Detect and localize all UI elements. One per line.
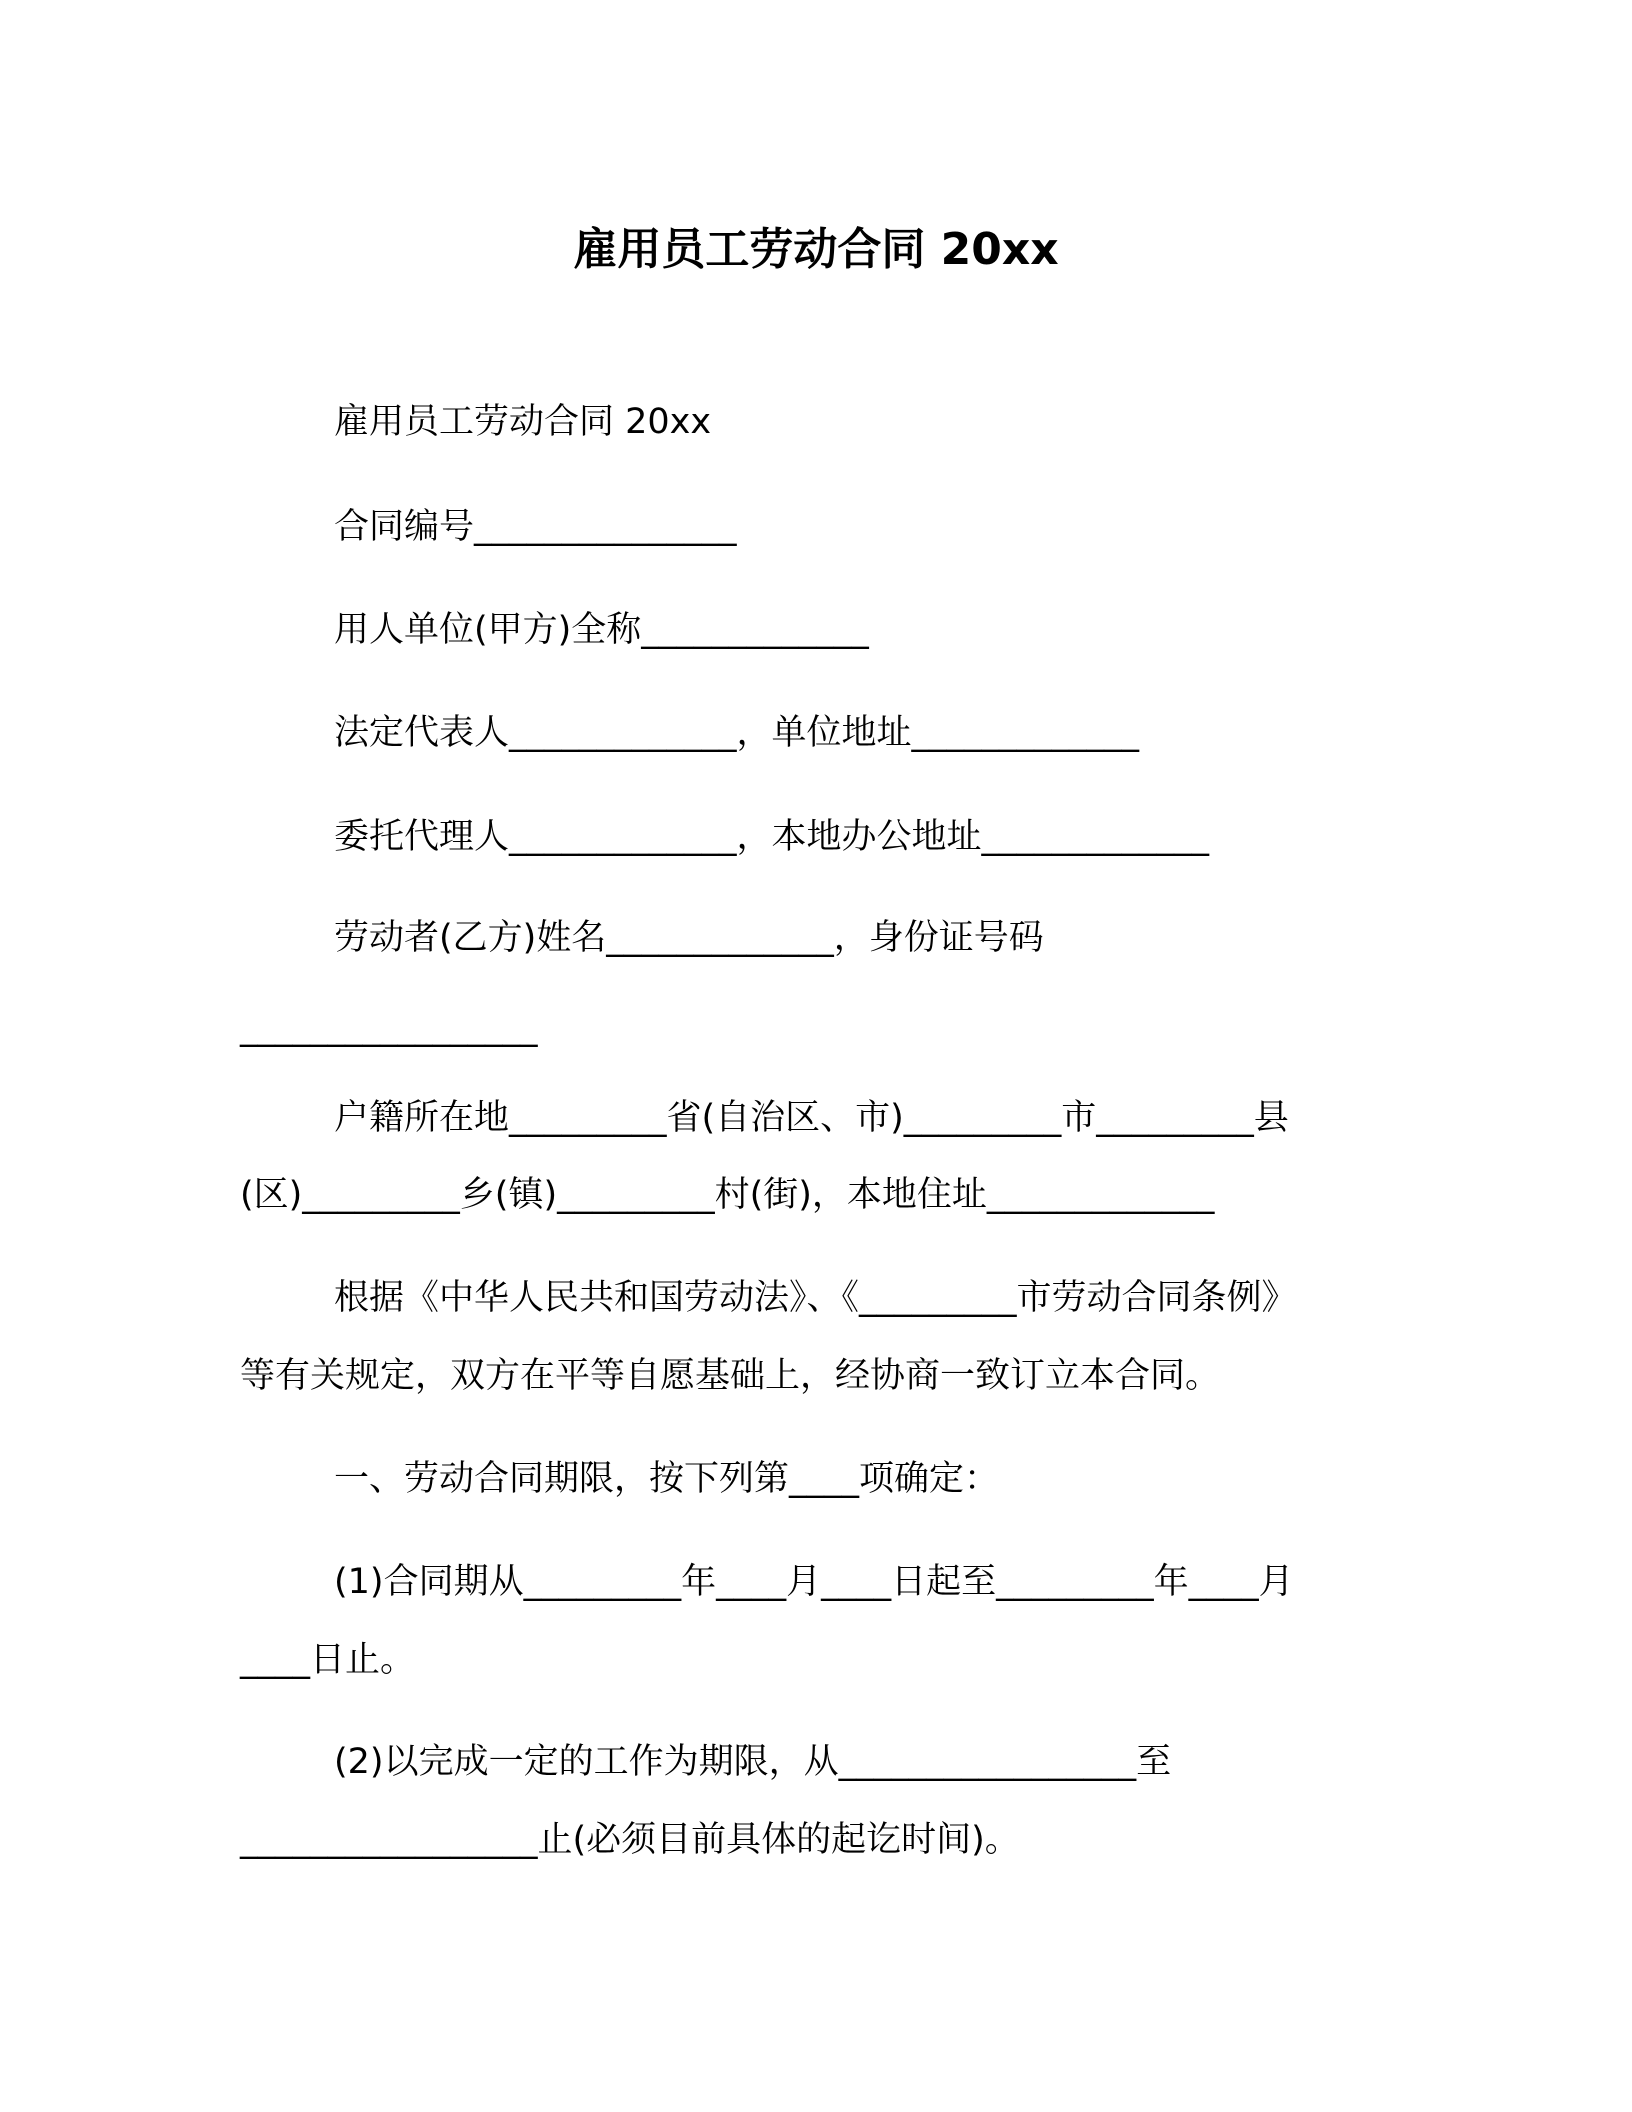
employee-name-line: 劳动者(乙方)姓名_____________，身份证号码: [334, 918, 1044, 958]
legal-basis-line-2: 等有关规定，双方在平等自愿基础上，经协商一致订立本合同。: [240, 1356, 1221, 1396]
authorized-agent-line: 委托代理人_____________，本地办公地址_____________: [334, 817, 1210, 857]
id-number-blank-line: _________________: [240, 1008, 538, 1048]
legal-representative-line: 法定代表人_____________，单位地址_____________: [334, 713, 1140, 753]
term-option-2-line-1: (2)以完成一定的工作为期限，从_________________至: [334, 1742, 1172, 1782]
document-title: 雇用员工劳动合同 20xx: [573, 224, 1059, 275]
legal-basis-line-1: 根据《中华人民共和国劳动法》、《_________市劳动合同条例》: [334, 1278, 1297, 1318]
subtitle-line: 雇用员工劳动合同 20xx: [334, 402, 712, 442]
term-option-1-line-1: (1)合同期从_________年____月____日起至_________年____月: [334, 1562, 1294, 1602]
household-register-line-2: (区)_________乡(镇)_________村(街)，本地住址_____________: [240, 1175, 1215, 1215]
term-option-1-line-2: ____日止。: [240, 1640, 416, 1680]
employer-name-line: 用人单位(甲方)全称_____________: [334, 610, 869, 650]
contract-number-line: 合同编号_______________: [334, 507, 737, 547]
household-register-line-1: 户籍所在地_________省(自治区、市)_________市_________县: [334, 1098, 1289, 1138]
term-option-2-line-2: _________________止(必须目前具体的起讫时间)。: [240, 1820, 1020, 1860]
section-one-heading: 一、劳动合同期限，按下列第____项确定：: [334, 1459, 1000, 1499]
